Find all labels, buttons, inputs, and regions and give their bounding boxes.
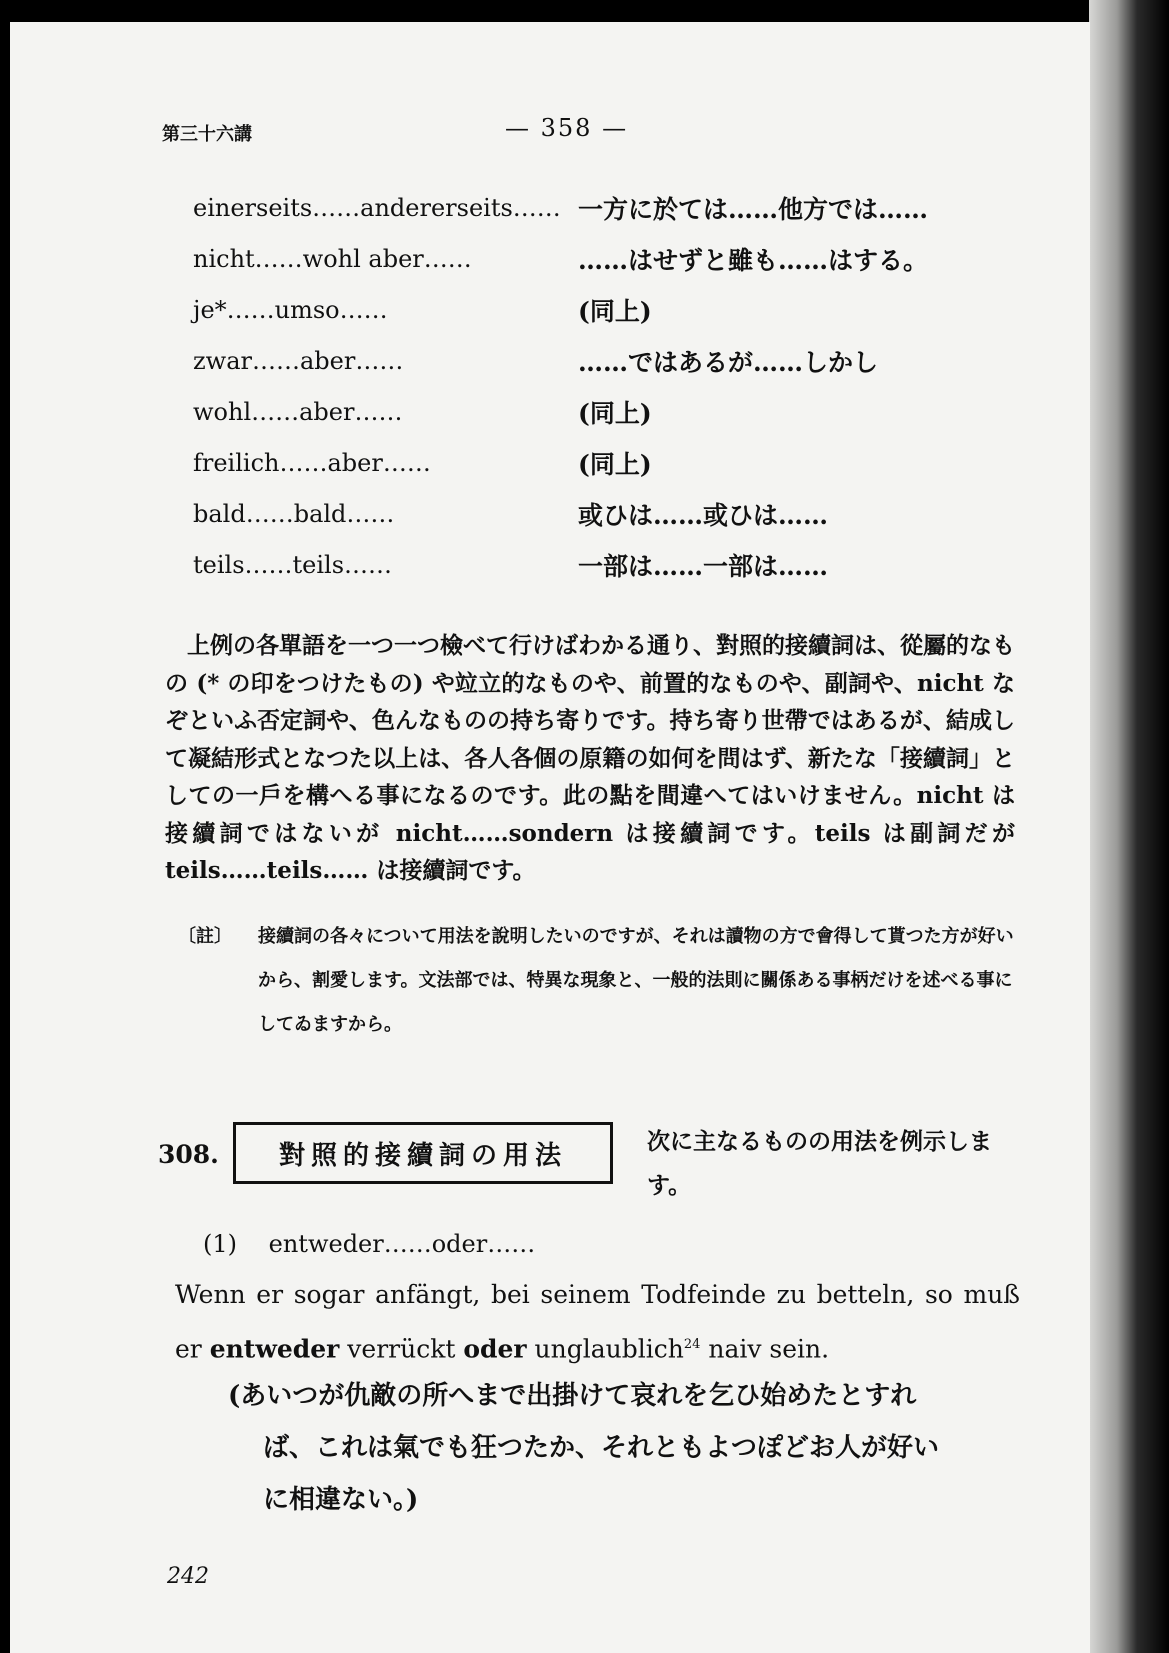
lecture-title: 第三十六講 xyxy=(162,124,252,145)
scan-top-shadow xyxy=(0,0,1169,22)
book-spine-shadow xyxy=(1089,0,1169,1653)
german-pair: je*……umso…… xyxy=(193,295,388,324)
pair-row xyxy=(193,437,1013,488)
paragraph-text: 上例の各單語を一つ一つ檢べて行けばわかる通り、對照的接續詞は、從屬的なもの (* の印をつけたもの) や竝立的なものや、前置的なものや、副詞や、nicht なぞといふ否定詞や、色んなものの持ち寄りです。持ち寄り世帶ではあるが、結成して凝結形式となつた以上は、各人各個の原籍の如何を問はず、新たな「接續詞」としての一戶を構へる事になるのです。此の點を間違へてはいけません。nicht は接續詞ではないが nicht……sondern は接續詞です。teils は副詞だが teils……teils…… は接續詞です。 xyxy=(165,632,1015,884)
japanese-gloss: ……はせずと雖も……はする。 xyxy=(578,245,929,275)
german-pair: zwar……aber…… xyxy=(193,346,404,375)
japanese-translation xyxy=(228,1370,1018,1526)
sentence-part: unglaublich xyxy=(526,1334,684,1364)
japanese-gloss: (同上) xyxy=(578,449,652,479)
conjunction-pairs-list xyxy=(193,182,1013,590)
japanese-gloss: 一部は……一部は…… xyxy=(578,551,829,581)
sentence-part: naiv sein. xyxy=(700,1334,830,1364)
pair-row xyxy=(193,182,1013,233)
section-title: 對照的接續詞の用法 xyxy=(278,1140,567,1171)
section-intro: 次に主なるものの用法を例示します。 xyxy=(647,1128,992,1199)
translation-line: に相違ない。) xyxy=(263,1485,419,1515)
german-pair: bald……bald…… xyxy=(193,499,395,528)
german-pair: wohl……aber…… xyxy=(193,397,403,426)
pair-row xyxy=(193,284,1013,335)
example-heading xyxy=(203,1230,535,1258)
book-page xyxy=(10,22,1090,1653)
note-text: 接續詞の各々について用法を說明したいのですが、それは讀物の方で會得して貰つた方が好いから、割愛します。文法部では、特異な現象と、一般的法則に關係ある事柄だけを述べる事にしてゐますから。 xyxy=(258,926,1014,1035)
pair-row xyxy=(193,335,1013,386)
pair-row xyxy=(193,488,1013,539)
scan-left-edge xyxy=(0,0,10,1653)
german-pair: nicht……wohl aber…… xyxy=(193,244,472,273)
keyword-oder: oder xyxy=(463,1334,527,1364)
pair-row xyxy=(193,386,1013,437)
german-example-sentence xyxy=(175,1270,1020,1374)
page-number: — 358 — xyxy=(505,114,629,142)
japanese-gloss: (同上) xyxy=(578,398,652,428)
sentence-part: Wenn er sogar anfängt, bei seinem Todfeinde zu betteln, so muß er xyxy=(175,1280,1020,1364)
pair-row xyxy=(193,233,1013,284)
japanese-gloss: 或ひは……或ひは…… xyxy=(578,500,829,530)
japanese-gloss: ……ではあるが……しかし xyxy=(578,347,879,377)
german-pair: einerseits……andererseits…… xyxy=(193,193,561,222)
note-label: 〔註〕 xyxy=(178,926,232,947)
german-pair: freilich……aber…… xyxy=(193,448,431,477)
explanation-paragraph xyxy=(165,627,1015,890)
sentence-part: verrückt xyxy=(339,1334,464,1364)
footnote-ref: 24 xyxy=(683,1337,701,1352)
section-title-box xyxy=(233,1122,613,1184)
japanese-gloss: (同上) xyxy=(578,296,652,326)
folio-number: 242 xyxy=(167,1564,209,1589)
section-number: 308. xyxy=(158,1140,219,1169)
keyword-entweder: entweder xyxy=(209,1334,340,1364)
german-pair: teils……teils…… xyxy=(193,550,393,579)
pair-row xyxy=(193,539,1013,590)
example-number: (1) xyxy=(203,1230,237,1258)
translation-line: ば、これは氣でも狂つたか、それともよつぽどお人が好い xyxy=(263,1433,940,1463)
translation-line: (あいつが仇敵の所へまで出掛けて哀れを乞ひ始めたとすれ xyxy=(228,1381,917,1411)
japanese-gloss: 一方に於ては……他方では…… xyxy=(578,194,929,224)
example-pattern: entweder……oder…… xyxy=(268,1230,536,1258)
